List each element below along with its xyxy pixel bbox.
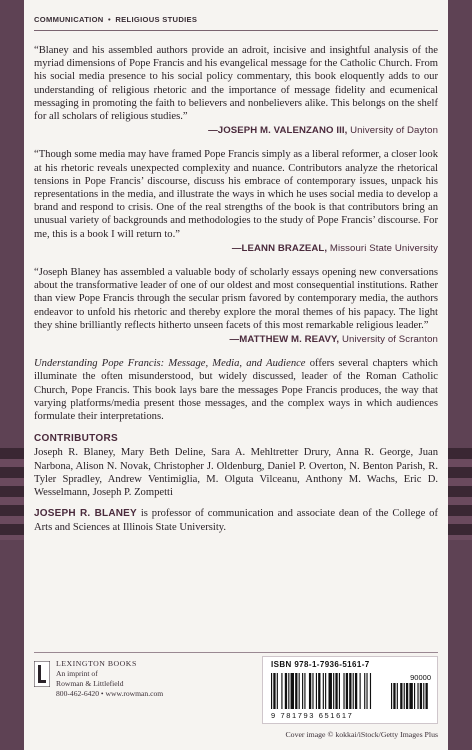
endorsement-attribution <box>34 333 438 346</box>
endorser-name: —MATTHEW M. REAVY, <box>229 334 340 346</box>
cover-image-credit: Cover image © kokkai/iStock/Getty Images Plus <box>285 730 438 739</box>
left-decorative-band <box>0 0 24 750</box>
endorsement-quote: “Though some media may have framed Pope Francis simply as a liberal reformer, a closer look at his rhetoric reveals unexpected complexity and nuance. Contributors analyze the rhetorical tensions in Pope Francis’ discourse, discuss his embrace of contemporary issues, unpack his representations in the media, and illustrate the ways in which he uses social media to develop a brand and respond to crisis. One of the real strengths of the book is that contributors bring an unusual variety of backgrounds and methodologies to the study of Pope Francis’ discourse. For me, this is a book I will return to.” <box>34 149 438 240</box>
description-text: offers several chapters which illuminate the often misunderstood, but widely discussed, leader of the Roman Catholic Church, Pope Francis. This book lays bare the messages Pope Francis produces, the way that varying platforms/media present those messages, and the complex ways in which audiences formulate their interpretations. <box>34 358 438 423</box>
lexington-logo-icon <box>34 661 50 687</box>
book-description <box>34 357 438 423</box>
author-name: JOSEPH R. BLANEY <box>34 508 137 520</box>
contributors-list: Joseph R. Blaney, Mary Beth Deline, Sara A. Mehltretter Drury, Anna R. George, Juan Narbona, Alison N. Novak, Christopher J. Oldenburg, Daniel P. Overton, N. Benton Parish, R. Tyler Spradley, Andrew Ventimiglia, M. Olguta Vilceanu, Anthony M. Wachs, Eric D. Wesselmann, Joseph P. Zompetti <box>34 447 438 499</box>
endorser-affiliation: Missouri State University <box>327 242 438 254</box>
endorser-name: —LEANN BRAZEAL, <box>231 242 328 254</box>
series-label <box>34 15 197 24</box>
endorser-affiliation: University of Scranton <box>339 334 438 346</box>
isbn-barcode <box>262 656 438 724</box>
body-text <box>34 44 438 543</box>
publisher-parent: Rowman & Littlefield <box>56 679 124 688</box>
isbn-number: ISBN 978-1-7936-5161-7 <box>271 660 370 669</box>
contributors-heading: CONTRIBUTORS <box>34 433 118 445</box>
publisher-text <box>56 659 163 699</box>
publisher-name: LEXINGTON BOOKS <box>56 659 137 668</box>
author-bio <box>34 507 438 533</box>
endorser-affiliation: University of Dayton <box>347 125 438 137</box>
endorsement-attribution <box>34 124 438 137</box>
left-band-stripes <box>0 448 24 540</box>
right-band-stripes <box>448 448 472 540</box>
author-bio-text: is professor of communication and associate dean of the College of Arts and Sciences at Illinois State University. <box>34 508 438 533</box>
barcode-digits: 9 781793 651617 <box>271 711 354 720</box>
publisher-imprint: An imprint of <box>56 669 98 678</box>
series-right: RELIGIOUS STUDIES <box>115 15 198 24</box>
footer-rule <box>34 652 438 653</box>
series-separator: • <box>107 15 111 24</box>
book-title: Understanding Pope Francis: Message, Media, and Audience <box>34 358 306 370</box>
right-decorative-band <box>448 0 472 750</box>
publisher-block <box>34 659 214 723</box>
publisher-contact: 800-462-6420 • www.rowman.com <box>56 689 164 698</box>
price-code: 90000 <box>410 673 431 682</box>
cover-content <box>34 0 438 750</box>
endorser-name: —JOSEPH M. VALENZANO III, <box>208 125 348 137</box>
endorsement-attribution <box>34 242 438 255</box>
header-rule <box>34 30 438 31</box>
barcode-bars <box>269 673 429 711</box>
endorsement-quote: “Blaney and his assembled authors provide an adroit, incisive and insightful analysis of the myriad dimensions of Pope Francis and his evangelical message for the Catholic Church. From his social media presence to his social policy commentary, this book eloquently adds to our understanding of religious rhetoric and the importance of message fidelity and ecumenical messaging in promoting the faith to believers and nonbelievers alike. This belongs on the shelf for all scholars of religious studies.” <box>34 45 438 123</box>
series-left: COMMUNICATION <box>34 15 104 24</box>
endorsement-quote: “Joseph Blaney has assembled a valuable body of scholarly essays opening new conversations about the transformative leader of one of our oldest and most consequential institutions. Rather than view Pope Francis through the secular prism favored by contemporary media, the authors endeavor to unfold his rhetoric and thereby explore the moral themes of his papacy. The light they shine brilliantly reflects hitherto unseen facets of this most remarkable religious leader.” <box>34 267 438 331</box>
